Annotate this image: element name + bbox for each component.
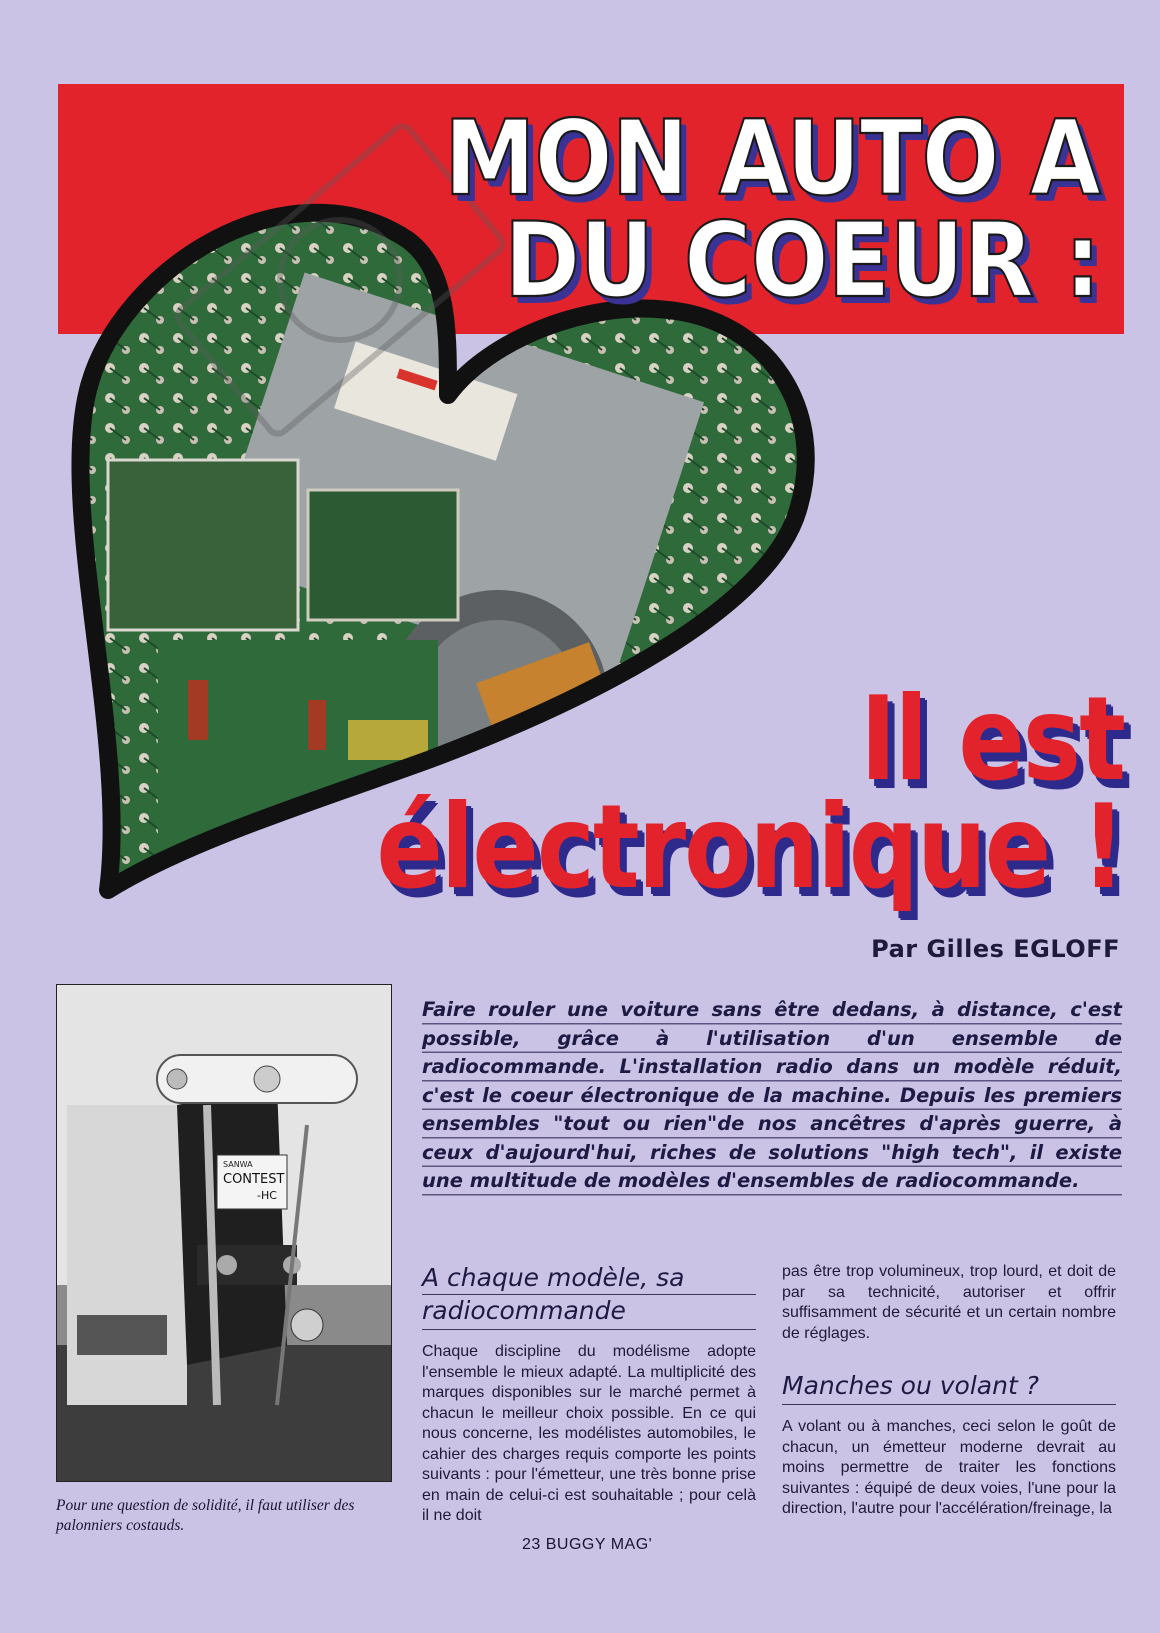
column-2-continuation: pas être trop volumineux, trop lourd, et doit de par sa technicité, autoriser et offrir suffisamment de sécurité et un certain nombre de réglages. [782,1263,1116,1342]
servo-model-text: CONTEST [223,1172,285,1187]
page-folio: 23 BUGGY MAG' [522,1536,653,1553]
intro-paragraph: Faire rouler une voiture sans être dedans, à distance, c'est possible, grâce à l'utilisation d'un ensemble de radiocommande. L'installation radio dans un modèle réduit, c'est le coeur électronique de la machine. Depuis les premiers ensembles "tout ou rien"de nos ancêtres d'après guerre, à ceux d'aujourd'hui, riches de solutions "high tech", il existe une multitude de modèles d'ensembles de radiocommande. [422,996,1122,1196]
section-heading-radio-line-1: A chaque modèle, sa [422,1262,756,1295]
section-heading-radio [422,1262,756,1330]
servo-brand-text: SANWA [223,1160,253,1169]
article-column-2 [782,1262,1116,1520]
subtitle-line-1: Il est [860,672,1124,808]
servo-suffix-text: -HC [257,1189,277,1202]
author-byline: Par Gilles EGLOFF [871,935,1120,963]
section-heading-controls: Manches ou volant ? [782,1370,1116,1405]
section-body-controls: A volant ou à manches, ceci selon le goût de chacun, un émetteur moderne devrait au moins permettre de traiter les fonctions suivantes : équipé de deux voies, l'une pour la direction, l'autre pour l'accélération/freinage, la [782,1418,1116,1517]
section-heading-radio-line-2: radiocommande [422,1296,626,1325]
page-title-line-2: DU COEUR : [503,201,1100,321]
section-body-radio: Chaque discipline du modélisme adopte l'ensemble le mieux adapté. La multiplicité des marques disponibles sur le marché permet à chacun le meilleur choix possible. En ce qui nous concerne, les modélistes automobiles, le cahier des charges requis comporte les points suivants : pour l'émetteur, une très bonne prise en main de celui-ci est souhaitable ; pour celà il ne doit [422,1343,756,1524]
page-title-line-1: MON AUTO A [443,99,1100,219]
photo-caption: Pour une question de solidité, il faut utiliser des palonniers costauds. [56,1497,355,1534]
subtitle-line-2: électronique ! [376,780,1124,916]
servo-photo [56,984,392,1482]
article-column-1 [422,1262,756,1527]
